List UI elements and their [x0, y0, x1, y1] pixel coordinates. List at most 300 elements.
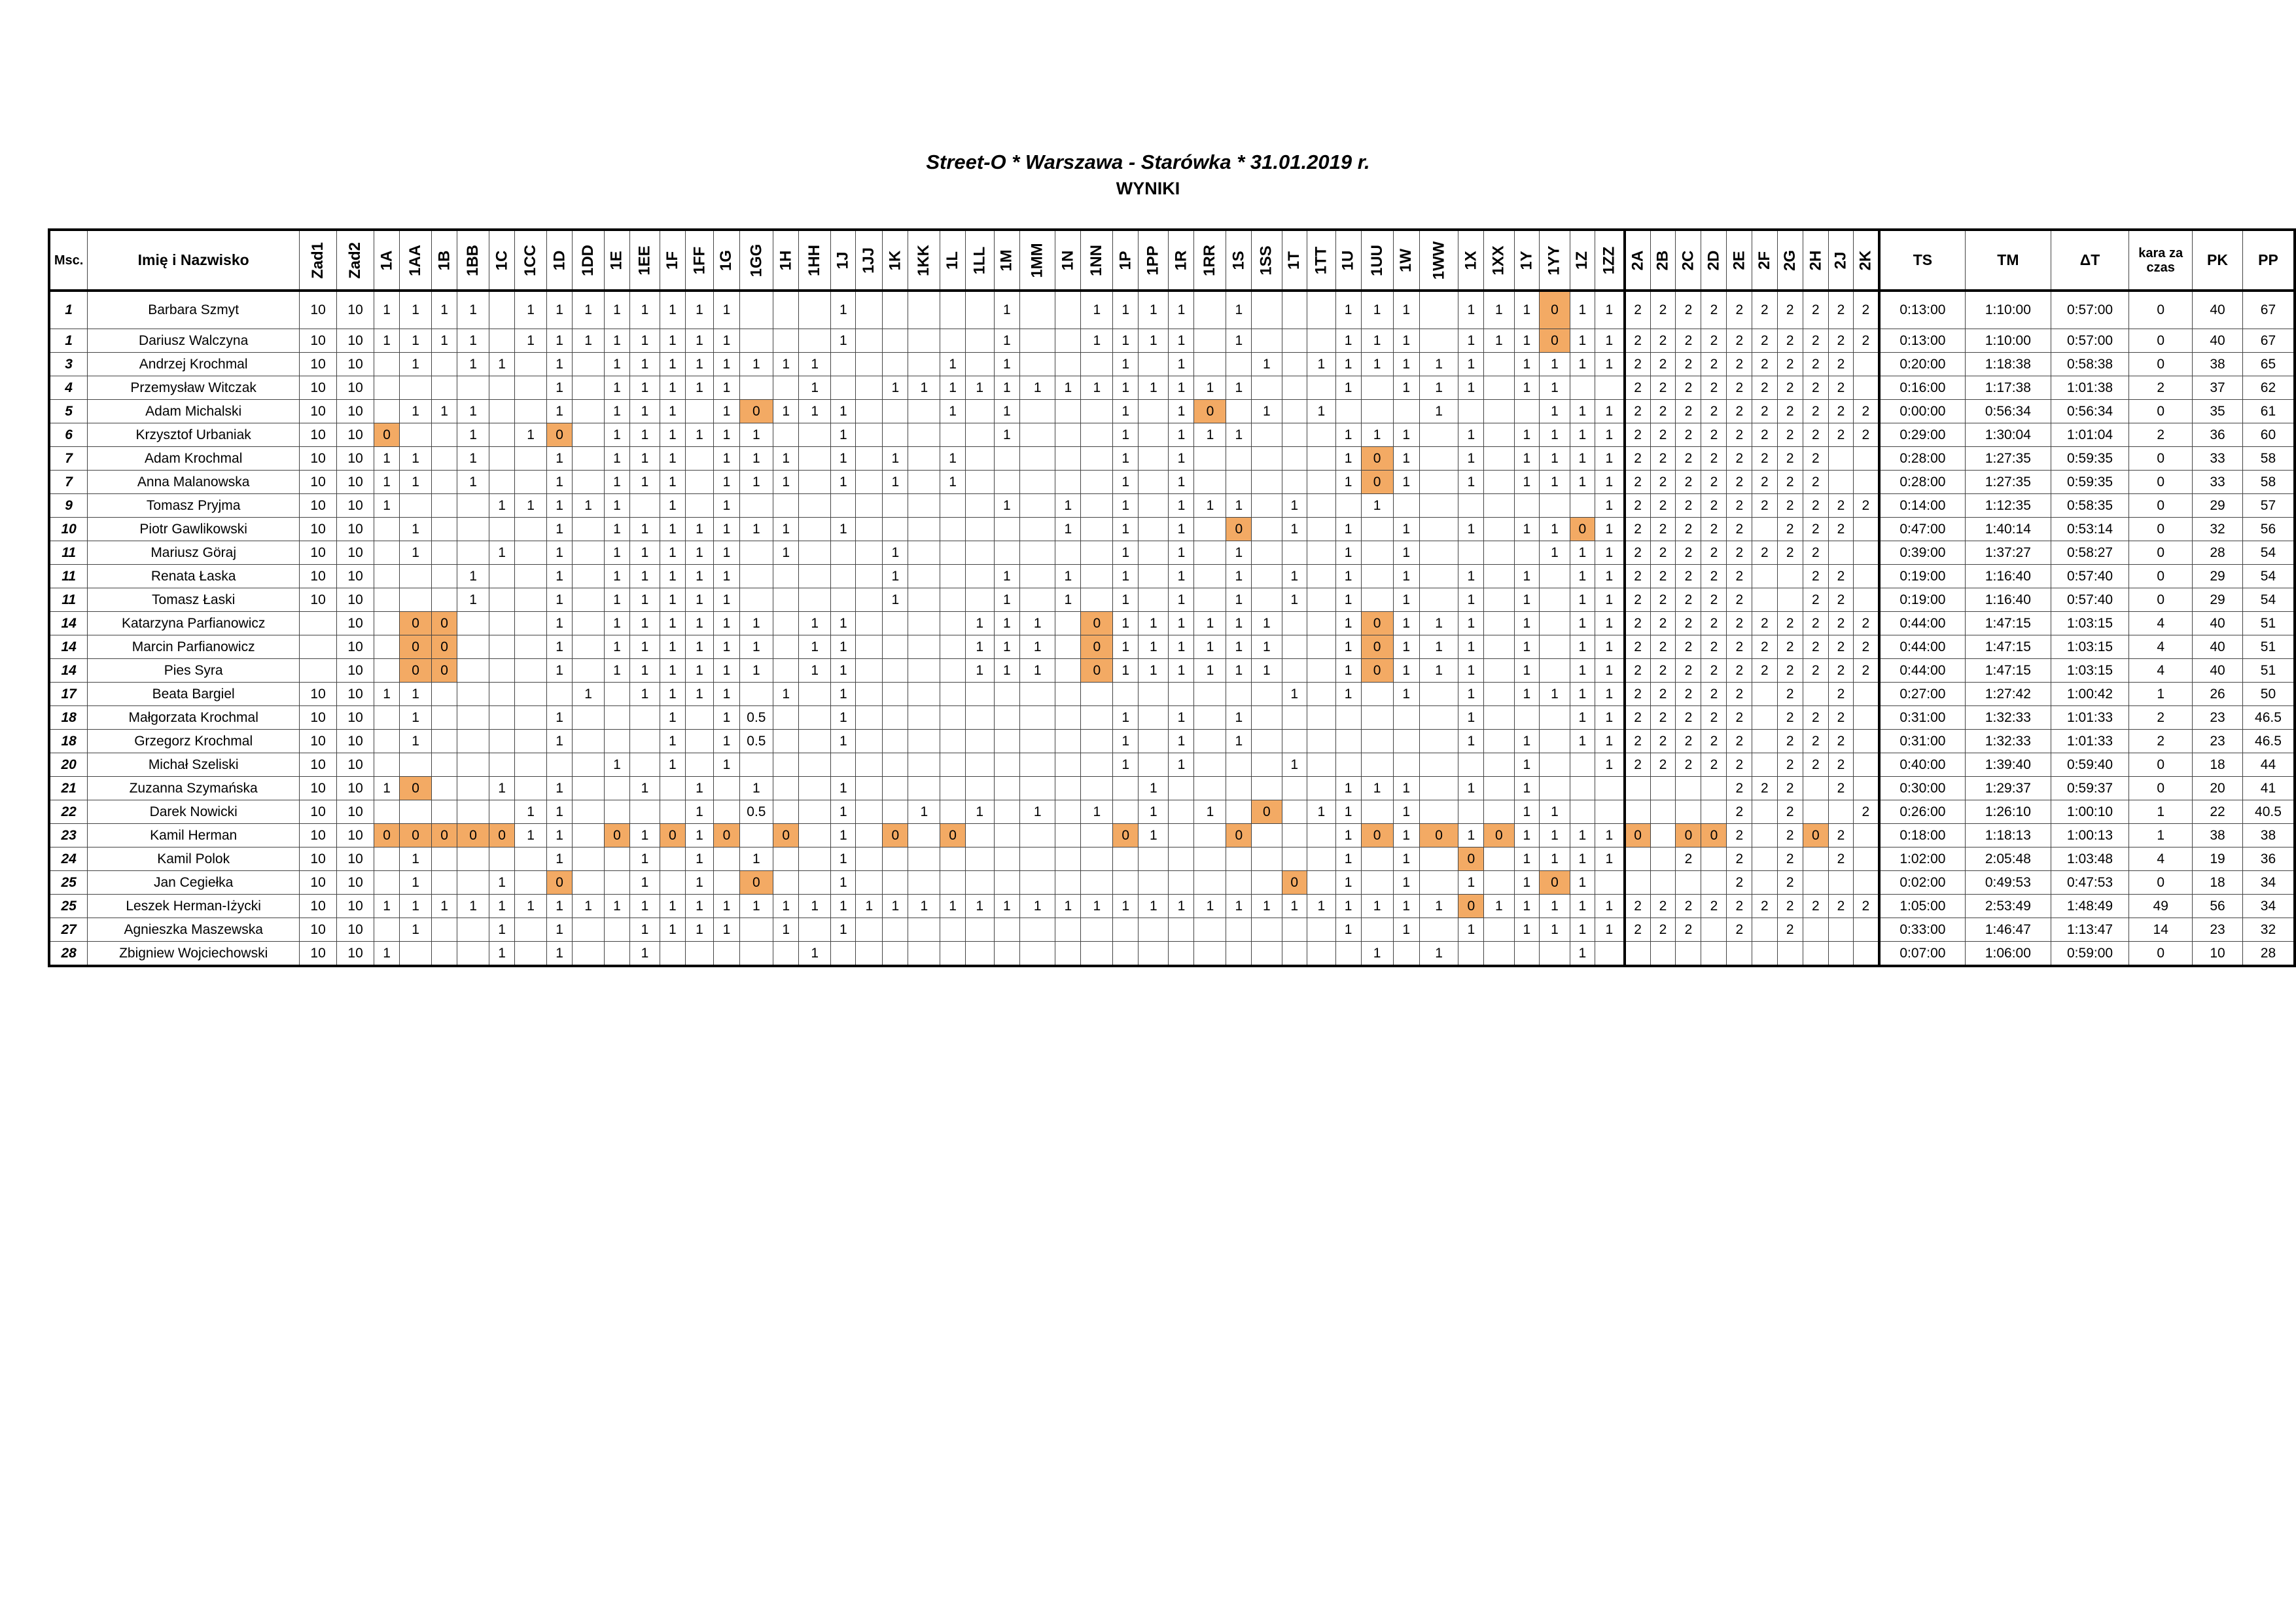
cell-name: Renata Łaska — [88, 565, 300, 588]
cell-cp-1ZZ: 1 — [1595, 895, 1625, 918]
cell-cp-1NN — [1081, 777, 1113, 800]
header-cp-1YY-label: 1YY — [1545, 245, 1563, 276]
cell-cp-2G: 2 — [1777, 612, 1803, 635]
cell-cp-1MM — [1020, 471, 1055, 494]
cell-cp-1BB — [457, 942, 489, 967]
cell-cp-1W: 1 — [1393, 847, 1419, 871]
cell-cp-2G: 2 — [1777, 447, 1803, 471]
cell-cp-1T — [1282, 471, 1307, 494]
cell-cp-1E — [605, 683, 630, 706]
cell-cp-1MM: 1 — [1020, 659, 1055, 683]
cell-cp-2K: 2 — [1853, 291, 1879, 329]
cell-cp-2G: 2 — [1777, 824, 1803, 847]
cell-cp-1N: 1 — [1055, 565, 1081, 588]
cell-dt: 1:03:48 — [2051, 847, 2129, 871]
cell-cp-1LL — [965, 871, 994, 895]
cell-zad2: 10 — [337, 353, 374, 376]
cell-cp-1R: 1 — [1169, 565, 1194, 588]
cell-cp-1CC — [515, 777, 547, 800]
cell-cp-1N — [1055, 541, 1081, 565]
cell-cp-1BB: 1 — [457, 447, 489, 471]
cell-cp-2F: 2 — [1752, 447, 1777, 471]
cell-cp-1S — [1226, 942, 1252, 967]
cell-kara: 0 — [2129, 329, 2193, 353]
cell-cp-2G — [1777, 942, 1803, 967]
cell-cp-1LL — [965, 847, 994, 871]
cell-dt: 1:01:38 — [2051, 376, 2129, 400]
header-cp-1HH — [799, 230, 831, 291]
cell-ts: 0:31:00 — [1879, 730, 1966, 753]
header-cp-1W-label: 1W — [1397, 248, 1415, 272]
cell-cp-2A: 2 — [1625, 918, 1650, 942]
header-cp-2A-label: 2A — [1629, 250, 1647, 270]
cell-cp-2D: 2 — [1701, 291, 1727, 329]
cell-cp-2H: 2 — [1803, 447, 1828, 471]
cell-cp-1ZZ — [1595, 376, 1625, 400]
cell-cp-1WW: 1 — [1419, 635, 1458, 659]
cell-cp-1WW: 1 — [1419, 942, 1458, 967]
cell-cp-1BB — [457, 918, 489, 942]
cell-cp-1BB — [457, 683, 489, 706]
cell-cp-1H — [773, 329, 799, 353]
cell-cp-1X: 1 — [1458, 871, 1484, 895]
cell-cp-1D: 0 — [547, 423, 573, 447]
cell-cp-1W: 1 — [1393, 423, 1419, 447]
cell-ts: 0:13:00 — [1879, 291, 1966, 329]
cell-cp-2C: 2 — [1676, 847, 1701, 871]
header-cp-1GG-label: 1GG — [747, 243, 765, 277]
cell-cp-1AA: 1 — [400, 447, 432, 471]
header-cp-2D — [1701, 230, 1727, 291]
cell-cp-1M: 1 — [994, 895, 1020, 918]
cell-msc: 1 — [49, 291, 88, 329]
header-pp: PP — [2242, 230, 2295, 291]
cell-cp-1WW — [1419, 588, 1458, 612]
cell-cp-1W: 1 — [1393, 541, 1419, 565]
cell-cp-2J: 2 — [1828, 588, 1853, 612]
cell-ts: 0:29:00 — [1879, 423, 1966, 447]
cell-cp-1HH: 1 — [799, 400, 831, 423]
cell-cp-1G: 1 — [714, 706, 739, 730]
cell-cp-1UU: 0 — [1361, 824, 1393, 847]
cell-cp-1DD — [573, 659, 605, 683]
cell-cp-1UU: 1 — [1361, 494, 1393, 518]
cell-cp-2H — [1803, 800, 1828, 824]
cell-cp-1TT — [1307, 541, 1335, 565]
cell-cp-1CC — [515, 942, 547, 967]
cell-pk: 26 — [2193, 683, 2243, 706]
cell-cp-1YY: 1 — [1540, 683, 1570, 706]
cell-cp-1X: 1 — [1458, 706, 1484, 730]
cell-cp-1X — [1458, 942, 1484, 967]
cell-cp-1SS — [1252, 588, 1282, 612]
cell-zad1: 10 — [300, 423, 337, 447]
cell-cp-1BB: 1 — [457, 400, 489, 423]
cell-cp-2D: 2 — [1701, 471, 1727, 494]
cell-cp-2B — [1650, 824, 1676, 847]
cell-cp-1J: 1 — [831, 447, 856, 471]
cell-cp-1DD — [573, 800, 605, 824]
cell-msc: 1 — [49, 329, 88, 353]
cell-cp-1E: 0 — [605, 824, 630, 847]
cell-cp-1EE: 1 — [629, 612, 660, 635]
cell-cp-1YY: 1 — [1540, 376, 1570, 400]
cell-kara: 0 — [2129, 871, 2193, 895]
cell-cp-1EE: 1 — [629, 400, 660, 423]
cell-cp-1T — [1282, 612, 1307, 635]
header-row — [49, 230, 2295, 291]
cell-name: Kamil Polok — [88, 847, 300, 871]
cell-cp-2B: 2 — [1650, 730, 1676, 753]
cell-cp-2D: 2 — [1701, 706, 1727, 730]
cell-cp-2D: 2 — [1701, 612, 1727, 635]
cell-cp-1X: 1 — [1458, 423, 1484, 447]
cell-cp-1YY: 1 — [1540, 471, 1570, 494]
cell-cp-1H — [773, 659, 799, 683]
cell-cp-1RR — [1194, 353, 1226, 376]
cell-name: Andrzej Krochmal — [88, 353, 300, 376]
cell-cp-1MM — [1020, 423, 1055, 447]
cell-cp-2A: 2 — [1625, 447, 1650, 471]
cell-cp-1WW: 1 — [1419, 612, 1458, 635]
cell-cp-2C: 2 — [1676, 683, 1701, 706]
table-row — [49, 494, 2295, 518]
cell-zad2: 10 — [337, 400, 374, 423]
cell-cp-1W: 1 — [1393, 329, 1419, 353]
header-cp-1XX — [1484, 230, 1514, 291]
cell-cp-1H — [773, 777, 799, 800]
cell-cp-2E: 2 — [1727, 824, 1752, 847]
cell-cp-1EE — [629, 800, 660, 824]
cell-cp-1XX — [1484, 918, 1514, 942]
cell-cp-1F — [660, 942, 685, 967]
cell-cp-1P: 1 — [1113, 518, 1139, 541]
cell-cp-1BB — [457, 753, 489, 777]
cell-zad1: 10 — [300, 730, 337, 753]
cell-cp-1PP: 1 — [1139, 635, 1169, 659]
cell-cp-1ZZ: 1 — [1595, 541, 1625, 565]
cell-cp-1X: 1 — [1458, 635, 1484, 659]
cell-cp-1UU: 1 — [1361, 423, 1393, 447]
cell-cp-1TT — [1307, 706, 1335, 730]
cell-cp-2A: 2 — [1625, 353, 1650, 376]
cell-cp-1H: 1 — [773, 471, 799, 494]
cell-cp-1UU — [1361, 588, 1393, 612]
header-cp-1LL — [965, 230, 994, 291]
cell-cp-2F — [1752, 942, 1777, 967]
cell-cp-1AA: 0 — [400, 635, 432, 659]
cell-cp-1C — [489, 400, 515, 423]
cell-cp-1SS — [1252, 291, 1282, 329]
cell-name: Agnieszka Maszewska — [88, 918, 300, 942]
cell-cp-1R: 1 — [1169, 635, 1194, 659]
header-ts: TS — [1879, 230, 1966, 291]
header-cp-2K-label: 2K — [1856, 250, 1875, 270]
cell-cp-1TT: 1 — [1307, 800, 1335, 824]
cell-cp-2B — [1650, 942, 1676, 967]
cell-name: Darek Nowicki — [88, 800, 300, 824]
cell-zad1: 10 — [300, 518, 337, 541]
cell-cp-1J: 1 — [831, 423, 856, 447]
cell-cp-1H: 1 — [773, 353, 799, 376]
cell-cp-1BB: 1 — [457, 423, 489, 447]
cell-cp-1U: 1 — [1335, 471, 1361, 494]
cell-tm: 1:27:35 — [1966, 447, 2051, 471]
cell-cp-1J: 1 — [831, 291, 856, 329]
cell-cp-1JJ — [856, 635, 883, 659]
cell-cp-1X: 1 — [1458, 918, 1484, 942]
cell-cp-1B — [432, 730, 457, 753]
cell-cp-1FF: 1 — [685, 659, 714, 683]
cell-cp-1BB: 0 — [457, 824, 489, 847]
cell-cp-1LL — [965, 518, 994, 541]
cell-zad1: 10 — [300, 800, 337, 824]
cell-cp-2E: 2 — [1727, 659, 1752, 683]
cell-cp-1Y — [1514, 541, 1540, 565]
cell-cp-1GG: 1 — [739, 777, 773, 800]
header-cp-1F — [660, 230, 685, 291]
cell-cp-1JJ — [856, 353, 883, 376]
table-row — [49, 423, 2295, 447]
cell-cp-1HH — [799, 730, 831, 753]
cell-cp-1RR — [1194, 447, 1226, 471]
cell-cp-1W — [1393, 753, 1419, 777]
cell-cp-2G: 2 — [1777, 635, 1803, 659]
cell-cp-1KK — [908, 824, 940, 847]
cell-cp-1RR — [1194, 730, 1226, 753]
cell-ts: 0:26:00 — [1879, 800, 1966, 824]
cell-zad2: 10 — [337, 847, 374, 871]
cell-cp-1HH — [799, 518, 831, 541]
header-cp-1S-label: 1S — [1229, 250, 1248, 270]
cell-tm: 1:30:04 — [1966, 423, 2051, 447]
cell-cp-1X — [1458, 400, 1484, 423]
cell-cp-1S — [1226, 800, 1252, 824]
cell-cp-1M — [994, 871, 1020, 895]
cell-cp-1MM: 1 — [1020, 800, 1055, 824]
cell-tm: 1:29:37 — [1966, 777, 2051, 800]
cell-cp-1T — [1282, 847, 1307, 871]
cell-cp-1Z: 1 — [1570, 423, 1595, 447]
cell-cp-2H: 2 — [1803, 612, 1828, 635]
table-row — [49, 291, 2295, 329]
cell-cp-1X: 1 — [1458, 683, 1484, 706]
cell-cp-1S: 1 — [1226, 376, 1252, 400]
cell-cp-2G: 2 — [1777, 423, 1803, 447]
cell-cp-1DD — [573, 471, 605, 494]
cell-cp-1A — [374, 588, 400, 612]
header-cp-1J — [831, 230, 856, 291]
cell-cp-1G — [714, 942, 739, 967]
cell-cp-2G: 2 — [1777, 683, 1803, 706]
cell-pp: 46.5 — [2242, 706, 2295, 730]
cell-cp-1K: 1 — [883, 447, 908, 471]
cell-cp-1EE: 1 — [629, 423, 660, 447]
cell-cp-1Z: 1 — [1570, 588, 1595, 612]
cell-zad1: 10 — [300, 447, 337, 471]
cell-cp-1K — [883, 753, 908, 777]
header-cp-1FF-label: 1FF — [690, 246, 708, 274]
cell-cp-1DD: 1 — [573, 494, 605, 518]
cell-cp-1XX — [1484, 400, 1514, 423]
cell-cp-1U: 1 — [1335, 329, 1361, 353]
cell-zad2: 10 — [337, 871, 374, 895]
cell-cp-1LL — [965, 447, 994, 471]
cell-pk: 18 — [2193, 753, 2243, 777]
cell-zad1: 10 — [300, 706, 337, 730]
cell-cp-1R: 1 — [1169, 753, 1194, 777]
cell-kara: 0 — [2129, 942, 2193, 967]
cell-dt: 0:59:00 — [2051, 942, 2129, 967]
cell-cp-1E — [605, 918, 630, 942]
cell-cp-1RR — [1194, 777, 1226, 800]
cell-cp-1HH — [799, 683, 831, 706]
cell-cp-1KK — [908, 494, 940, 518]
cell-cp-1FF: 1 — [685, 635, 714, 659]
cell-ts: 0:44:00 — [1879, 635, 1966, 659]
cell-cp-1G: 1 — [714, 541, 739, 565]
cell-dt: 1:13:47 — [2051, 918, 2129, 942]
cell-cp-1WW — [1419, 471, 1458, 494]
cell-zad1: 10 — [300, 565, 337, 588]
header-cp-1DD — [573, 230, 605, 291]
cell-cp-1KK — [908, 353, 940, 376]
cell-cp-1Y: 1 — [1514, 471, 1540, 494]
cell-dt: 0:57:40 — [2051, 588, 2129, 612]
cell-cp-1PP: 1 — [1139, 329, 1169, 353]
cell-cp-1E: 1 — [605, 447, 630, 471]
cell-cp-1MM — [1020, 447, 1055, 471]
cell-cp-1M: 1 — [994, 353, 1020, 376]
cell-cp-1UU: 1 — [1361, 777, 1393, 800]
cell-pk: 23 — [2193, 706, 2243, 730]
cell-cp-1J: 1 — [831, 635, 856, 659]
cell-cp-1JJ — [856, 423, 883, 447]
cell-cp-1UU — [1361, 871, 1393, 895]
table-row — [49, 588, 2295, 612]
table-row — [49, 541, 2295, 565]
cell-cp-1UU: 0 — [1361, 612, 1393, 635]
cell-cp-1UU — [1361, 730, 1393, 753]
cell-tm: 2:05:48 — [1966, 847, 2051, 871]
cell-tm: 1:32:33 — [1966, 706, 2051, 730]
cell-cp-1N: 1 — [1055, 494, 1081, 518]
cell-cp-1M: 1 — [994, 291, 1020, 329]
cell-cp-1W: 1 — [1393, 683, 1419, 706]
table-row — [49, 635, 2295, 659]
cell-cp-1G — [714, 847, 739, 871]
cell-cp-1EE: 1 — [629, 683, 660, 706]
cell-cp-1PP — [1139, 447, 1169, 471]
cell-cp-1L — [940, 871, 965, 895]
cell-cp-2K — [1853, 730, 1879, 753]
cell-cp-1AA: 0 — [400, 824, 432, 847]
cell-cp-1CC: 1 — [515, 800, 547, 824]
cell-pk: 37 — [2193, 376, 2243, 400]
cell-cp-1P: 1 — [1113, 353, 1139, 376]
cell-cp-2H: 0 — [1803, 824, 1828, 847]
cell-cp-1M — [994, 471, 1020, 494]
cell-cp-1F — [660, 777, 685, 800]
cell-cp-1DD — [573, 400, 605, 423]
cell-cp-1JJ — [856, 777, 883, 800]
header-cp-1L-label: 1L — [944, 251, 962, 270]
cell-tm: 1:39:40 — [1966, 753, 2051, 777]
cell-cp-1E: 1 — [605, 518, 630, 541]
cell-cp-1AA: 1 — [400, 895, 432, 918]
cell-cp-1M: 1 — [994, 612, 1020, 635]
cell-cp-2H — [1803, 847, 1828, 871]
cell-cp-1DD — [573, 777, 605, 800]
header-cp-1H-label: 1H — [777, 250, 795, 270]
cell-cp-1WW: 1 — [1419, 353, 1458, 376]
header-cp-1U — [1335, 230, 1361, 291]
cell-dt: 1:00:42 — [2051, 683, 2129, 706]
cell-cp-1ZZ: 1 — [1595, 329, 1625, 353]
cell-cp-1C — [489, 753, 515, 777]
cell-pp: 51 — [2242, 612, 2295, 635]
cell-cp-1B — [432, 494, 457, 518]
cell-tm: 0:49:53 — [1966, 871, 2051, 895]
cell-cp-1SS: 1 — [1252, 659, 1282, 683]
cell-cp-1D: 1 — [547, 800, 573, 824]
cell-cp-1M: 1 — [994, 635, 1020, 659]
cell-cp-2H: 2 — [1803, 565, 1828, 588]
cell-cp-1YY — [1540, 753, 1570, 777]
cell-cp-2F: 2 — [1752, 423, 1777, 447]
cell-zad2: 10 — [337, 588, 374, 612]
cell-cp-1A — [374, 518, 400, 541]
cell-cp-1ZZ: 1 — [1595, 291, 1625, 329]
cell-cp-2A: 2 — [1625, 329, 1650, 353]
cell-cp-1X — [1458, 800, 1484, 824]
header-cp-1H — [773, 230, 799, 291]
cell-cp-1X: 1 — [1458, 659, 1484, 683]
cell-cp-1XX — [1484, 588, 1514, 612]
cell-zad1 — [300, 659, 337, 683]
cell-cp-1C: 1 — [489, 541, 515, 565]
cell-cp-1S: 1 — [1226, 612, 1252, 635]
cell-pk: 40 — [2193, 329, 2243, 353]
cell-cp-1HH — [799, 423, 831, 447]
cell-cp-1L — [940, 659, 965, 683]
cell-cp-2D: 2 — [1701, 683, 1727, 706]
cell-ts: 0:44:00 — [1879, 659, 1966, 683]
cell-cp-1YY — [1540, 494, 1570, 518]
cell-cp-1L — [940, 635, 965, 659]
cell-cp-1NN — [1081, 423, 1113, 447]
cell-cp-1YY: 1 — [1540, 847, 1570, 871]
cell-cp-1TT — [1307, 447, 1335, 471]
cell-cp-2E: 2 — [1727, 291, 1752, 329]
cell-cp-1LL: 1 — [965, 612, 994, 635]
cell-cp-1FF: 1 — [685, 565, 714, 588]
cell-cp-2A: 2 — [1625, 730, 1650, 753]
cell-cp-1P — [1113, 942, 1139, 967]
cell-cp-2K: 2 — [1853, 800, 1879, 824]
cell-pp: 41 — [2242, 777, 2295, 800]
cell-cp-1A: 1 — [374, 942, 400, 967]
header-cp-1LL-label: 1LL — [970, 246, 989, 274]
cell-cp-1M — [994, 683, 1020, 706]
cell-cp-1SS — [1252, 918, 1282, 942]
cell-cp-1AA: 0 — [400, 777, 432, 800]
cell-cp-1N — [1055, 942, 1081, 967]
cell-cp-1FF: 1 — [685, 376, 714, 400]
cell-cp-1ZZ: 1 — [1595, 847, 1625, 871]
header-cp-2J-label: 2J — [1831, 251, 1850, 269]
cell-cp-1X: 1 — [1458, 565, 1484, 588]
